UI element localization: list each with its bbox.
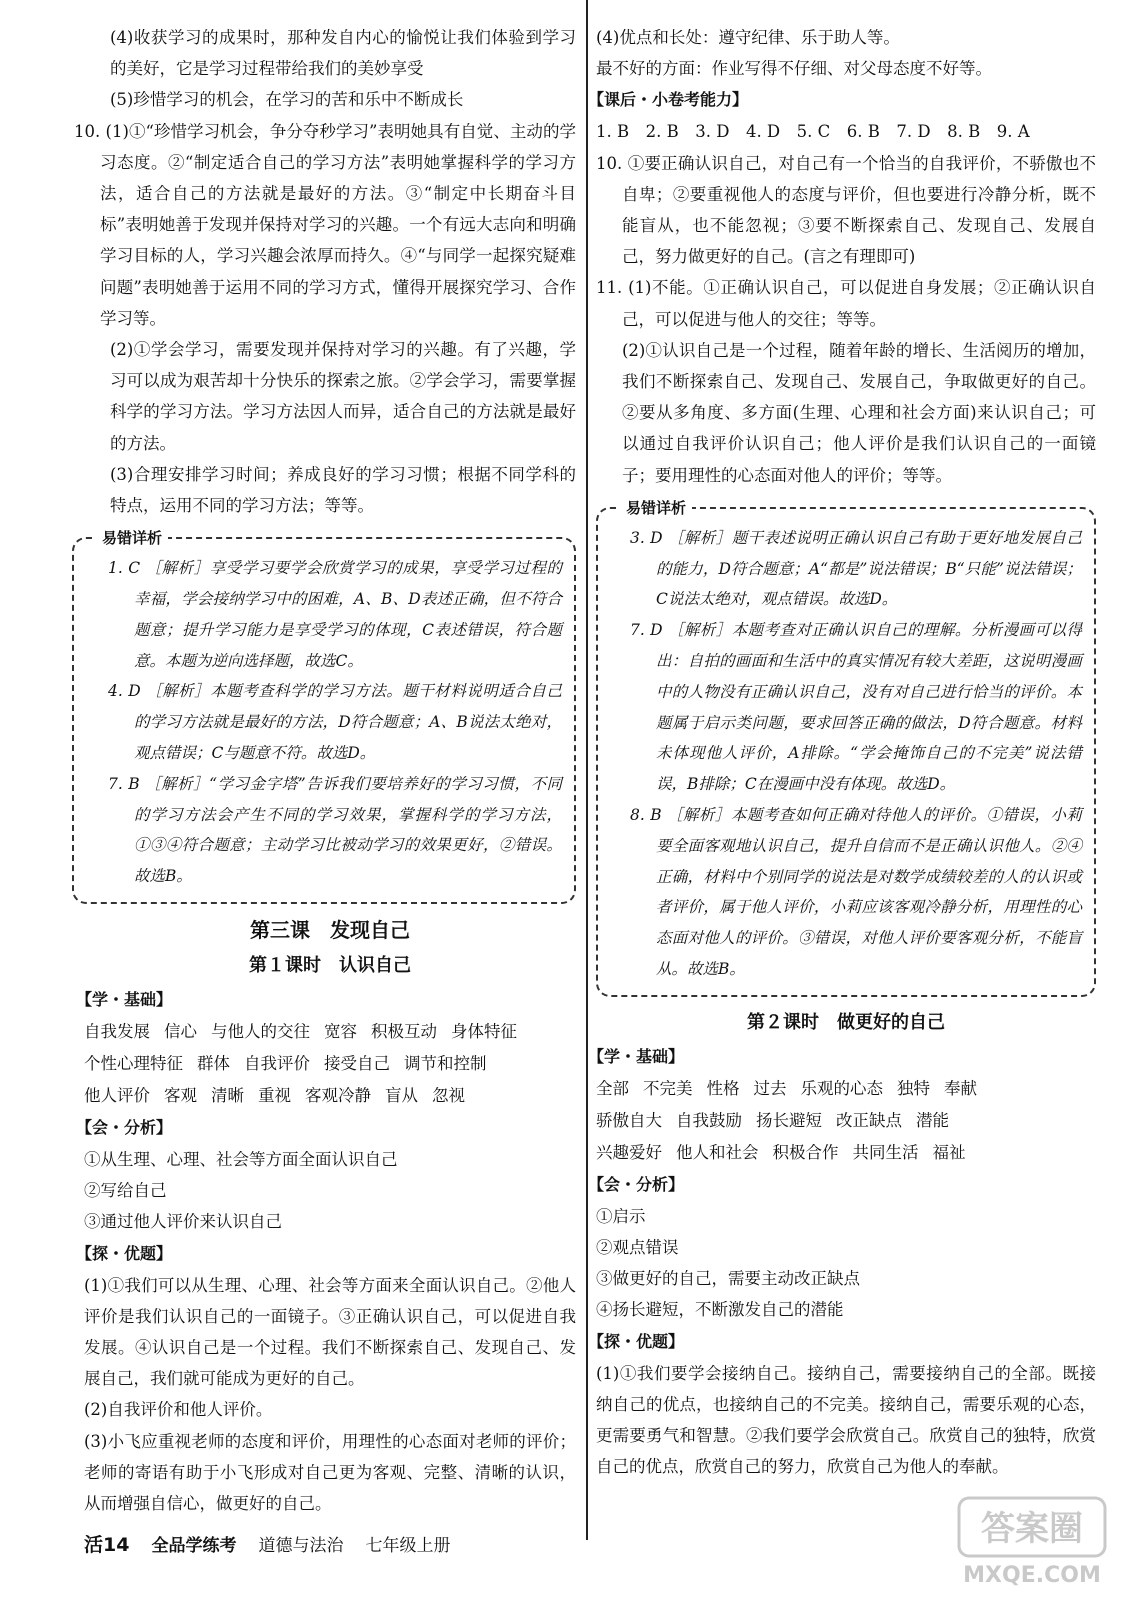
error-analysis-box <box>72 529 576 904</box>
keyword: 过去 <box>753 1078 787 1098</box>
answer-q10-part3: (3)合理安排学习时间；养成良好的学习习惯；根据不同学科的特点，运用不同的学习方法；等等。 <box>110 464 576 516</box>
keyword: 不完美 <box>643 1078 693 1098</box>
keyword: 扬长避短 <box>756 1110 822 1130</box>
section-header-analysis: 【会・分析】 <box>76 1118 173 1138</box>
watermark-badge-icon <box>957 1490 1107 1590</box>
right-column <box>588 22 1096 1482</box>
keyword: 宽容 <box>324 1022 357 1042</box>
answer-q11-part2: (2)①认识自己是一个过程，随着年龄的增长、生活阅历的增加，我们不断探索自己、发现自己、发展自己，争取做更好的自己。②要从多角度、多方面(生理、心理和社会方面)来认识自己；可以通过自我评价认识自己；他人评价是我们认识自己的一面镜子；要用理性的心态面对他人的评价；等等。 <box>622 340 1096 485</box>
watermark-logo <box>957 1490 1107 1590</box>
brand-name: 全品学练考 <box>151 1536 237 1556</box>
explore-item: (2)自我评价和他人评价。 <box>84 1400 273 1420</box>
grade-name: 七年级上册 <box>365 1536 451 1556</box>
keyword: 与他人的交往 <box>211 1022 310 1042</box>
keyword-row <box>596 1105 1096 1137</box>
keyword: 共同生活 <box>852 1142 919 1162</box>
section-header-explore: 【探・优题】 <box>76 1243 173 1263</box>
explore-item: (1)①我们可以从生理、心理、社会等方面来全面认识自己。②他人评价是我们认识自己的一面镜子。③正确认识自己，可以促进自我发展。④认识自己是一个过程。我们不断探索自己、发现自己、发展自己，我们就可能成为更好的自己。 <box>84 1275 576 1389</box>
answer-item: (4)收获学习的成果时，那种发自内心的愉悦让我们体验到学习的美好，它是学习过程带给我们的美妙享受 <box>110 28 576 79</box>
keyword-row <box>84 1080 576 1112</box>
keyword: 积极互动 <box>371 1022 437 1042</box>
explore-item: (3)小飞应重视老师的态度和评价，用理性的心态面对老师的评价；老师的寄语有助于小飞形成对自己更为客观、完整、清晰的认识，从而增强自信心，做更好的自己。 <box>84 1431 576 1514</box>
keyword: 独特 <box>897 1078 930 1098</box>
keyword: 乐观的心态 <box>800 1078 883 1098</box>
keyword: 自我鼓励 <box>676 1110 742 1130</box>
answer-q10-part1: 10. (1)①“珍惜学习机会，争分夺秒学习”表明她具有自觉、主动的学习态度。②“制定适合自己的学习方法”表明她掌握科学的学习方法，适合自己的方法就是最好的方法。③“制定中长期奋斗目标”表明她善于发现并保持对学习的兴趣。一个有远大志向和明确学习目标的人，学习兴趣会浓厚而持久。④“与同学一起探究疑难问题”表明她善于运用不同的学习方式，懂得开展探究学习、合作学习等。 <box>74 121 576 328</box>
keyword: 身体特征 <box>451 1022 517 1042</box>
error-analysis-item: 7. B ［解析］“学习金字塔”告诉我们要培养好的学习习惯，不同的学习方法会产生不同的学习效果，掌握科学的学习方法，①③④符合题意；主动学习比被动学习的效果更好，②错误。故选B。 <box>108 774 562 886</box>
keyword: 兴趣爱好 <box>596 1142 662 1162</box>
keyword: 群体 <box>197 1054 230 1074</box>
keyword: 接受自己 <box>324 1054 390 1074</box>
keyword: 信心 <box>164 1022 197 1042</box>
column-divider <box>586 0 588 1540</box>
answer-item: (4)优点和长处：遵守纪律、乐于助人等。 <box>596 28 900 47</box>
lesson-title: 第三课 发现自己 <box>250 918 410 943</box>
keyword: 他人和社会 <box>676 1142 759 1162</box>
analysis-item: ③做更好的自己，需要主动改正缺点 <box>596 1269 860 1289</box>
period-title: 第１课时 认识自己 <box>249 955 411 977</box>
keyword-row <box>596 1137 1096 1169</box>
keyword: 清晰 <box>211 1086 244 1106</box>
keyword: 个性心理特征 <box>84 1054 183 1074</box>
error-analysis-item: 7. D ［解析］本题考查对正确认识自己的理解。分析漫画可以得出：自拍的画面和生活中的真实情况有较大差距，这说明漫画中的人物没有正确认识自己，没有对自己进行恰当的评价。本题属于启示类问题，要求回答正确的做法，D符合题意。材料未体现他人评价，A排除。“学会掩饰自己的不完美”说法错误，B排除；C在漫画中没有体现。故选D。 <box>630 621 1082 794</box>
page-number <box>84 1530 129 1557</box>
left-column <box>74 22 576 1519</box>
keyword: 自我评价 <box>244 1054 310 1074</box>
error-analysis-item: 8. B ［解析］本题考查如何正确对待他人的评价。①错误，小莉要全面客观地认识自己，提升自信而不是正确认识他人。②④正确，材料中个别同学的说法是对数学成绩较差的人的认识或者评价，属于他人评价，小莉应该客观冷静分析，用理性的心态面对他人的评价。③错误，对他人评价要客观分析，不能盲从。故选B。 <box>630 806 1082 978</box>
keyword: 潜能 <box>916 1110 949 1130</box>
error-analysis-item: 1. C ［解析］享受学习要学会欣赏学习的成果，享受学习过程的幸福，学会接纳学习中的困难，A、B、D表述正确，但不符合题意；提升学习能力是享受学习的体现，C表述错误，符合题意。本题为逆向选择题，故选C。 <box>108 559 562 670</box>
keyword-row <box>84 1048 576 1080</box>
error-analysis-item: 4. D ［解析］本题考查科学的学习方法。题干材料说明适合自己的学习方法就是最好的方法，D符合题意；A、B说法太绝对，观点错误；C与题意不符。故选D。 <box>108 682 562 763</box>
watermark-text-cn: 答案圈 <box>981 1509 1083 1549</box>
subject-name: 道德与法治 <box>258 1536 344 1556</box>
keyword: 他人评价 <box>84 1086 150 1106</box>
keyword: 自我发展 <box>84 1022 150 1042</box>
section-header-basic: 【学・基础】 <box>76 990 173 1010</box>
keyword: 盲从 <box>385 1086 418 1106</box>
section-header-quiz: 【课后・小卷考能力】 <box>588 90 749 110</box>
keyword: 骄傲自大 <box>596 1110 662 1130</box>
keyword: 积极合作 <box>772 1142 839 1162</box>
analysis-item: ②观点错误 <box>596 1238 679 1257</box>
quiz-answers: 1. B 2. B 3. D 4. D 5. C 6. B 7. D 8. B 9. A <box>596 122 1030 142</box>
keyword: 重视 <box>258 1086 291 1106</box>
analysis-item: ①启示 <box>596 1206 646 1226</box>
keyword: 奉献 <box>944 1078 977 1098</box>
keyword-row <box>84 1016 576 1048</box>
error-analysis-label: 易错详析 <box>620 497 692 518</box>
keyword: 全部 <box>596 1078 629 1098</box>
answer-q11-part1: 11. (1)不能。①正确认识自己，可以促进自身发展；②正确认识自己，可以促进与他人的交往；等等。 <box>596 278 1096 329</box>
error-analysis-item: 3. D ［解析］题干表述说明正确认识自己有助于更好地发展自己的能力，D符合题意；A“都是”说法错误；B“只能”说法错误；C说法太绝对，观点错误。故选D。 <box>630 528 1082 609</box>
page-number-prefix: 活 <box>84 1534 104 1556</box>
keyword: 调节和控制 <box>404 1054 487 1074</box>
keyword: 福祉 <box>932 1142 966 1162</box>
answer-item: 最不好的方面：作业写得不仔细、对父母态度不好等。 <box>596 59 992 79</box>
error-analysis-label: 易错详析 <box>96 527 168 548</box>
error-analysis-box <box>596 498 1096 997</box>
keyword: 性格 <box>706 1078 740 1098</box>
watermark-text-url: MXQE.COM <box>963 1563 1101 1588</box>
explore-item: (1)①我们要学会接纳自己。接纳自己，需要接纳自己的全部。既接纳自己的优点，也接纳自己的不完美。接纳自己，需要乐观的心态，更需要勇气和智慧。②我们要学会欣赏自己。欣赏自己的独特，欣赏自己的优点，欣赏自己的努力，欣赏自己为他人的奉献。 <box>596 1363 1096 1477</box>
analysis-item: ②写给自己 <box>84 1181 167 1201</box>
period-title: 第２课时 做更好的自己 <box>747 1011 945 1033</box>
keyword: 改正缺点 <box>836 1110 902 1130</box>
analysis-item: ④扬长避短，不断激发自己的潜能 <box>596 1300 844 1320</box>
analysis-item: ③通过他人评价来认识自己 <box>84 1212 282 1232</box>
page-footer <box>84 1530 450 1557</box>
section-header-analysis: 【会・分析】 <box>588 1174 685 1194</box>
keyword: 忽视 <box>432 1086 465 1106</box>
section-header-basic: 【学・基础】 <box>588 1046 685 1066</box>
keyword: 客观冷静 <box>305 1086 371 1106</box>
answer-q10: 10. ①要正确认识自己，对自己有一个恰当的自我评价，不骄傲也不自卑；②要重视他人的态度与评价，但也要进行冷静分析，既不能盲从，也不能忽视；③要不断探索自己、发现自己、发展自己，努力做更好的自己。(言之有理即可) <box>596 153 1096 267</box>
keyword-row <box>596 1073 1096 1105</box>
page-number-value: 14 <box>103 1534 130 1556</box>
answer-q10-part2: (2)①学会学习，需要发现并保持对学习的兴趣。有了兴趣，学习可以成为艰苦却十分快乐的探索之旅。②学会学习，需要掌握科学的学习方法。学习方法因人而异，适合自己的方法就是最好的方法。 <box>110 340 576 453</box>
keyword: 客观 <box>164 1086 197 1106</box>
answer-item: (5)珍惜学习的机会，在学习的苦和乐中不断成长 <box>110 90 464 110</box>
analysis-item: ①从生理、心理、社会等方面全面认识自己 <box>84 1150 398 1170</box>
section-header-explore: 【探・优题】 <box>588 1331 685 1351</box>
